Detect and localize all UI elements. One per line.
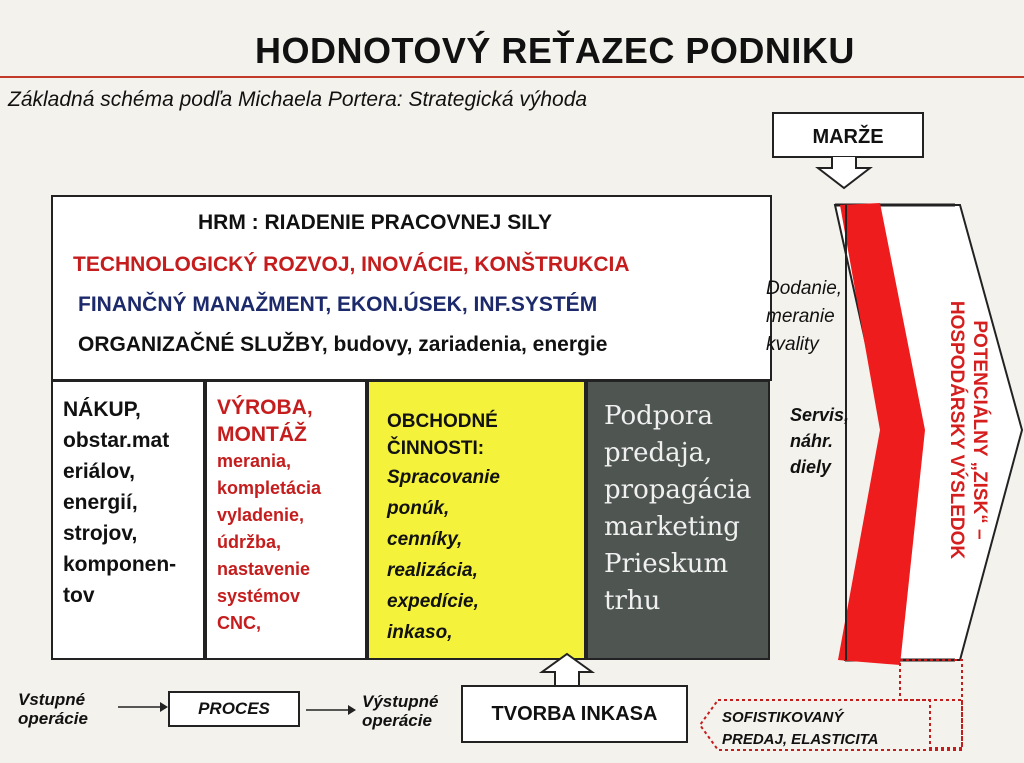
- delivery-line: Dodanie,: [766, 278, 843, 299]
- delivery-quality-text: [766, 275, 842, 359]
- output-line: operácie: [362, 711, 432, 730]
- service-text: [790, 402, 849, 480]
- production-line: vyladenie,: [217, 505, 305, 525]
- primary-marketing: [586, 380, 770, 660]
- output-line: Výstupné: [362, 692, 439, 711]
- service-line: Servis,: [790, 405, 850, 425]
- sophisticated-line: SOFISTIKOVANÝ: [722, 709, 844, 726]
- primary-purchasing: [51, 380, 205, 660]
- primary-sales: [367, 380, 586, 660]
- delivery-line: meranie: [766, 306, 835, 327]
- purchasing-line: energií,: [63, 491, 138, 514]
- sales-line: ponúk,: [387, 498, 450, 519]
- sophisticated-sales-text: [722, 707, 878, 751]
- page-title: HODNOTOVÝ REŤAZEC PODNIKU: [255, 30, 855, 71]
- purchasing-line: obstar.mat: [63, 429, 170, 452]
- primary-production: [205, 380, 367, 660]
- production-line: údržba,: [217, 532, 282, 552]
- purchasing-line: eriálov,: [63, 460, 135, 483]
- purchasing-line: strojov,: [63, 522, 138, 545]
- sales-line: expedície,: [387, 591, 479, 612]
- service-line: náhr.: [790, 431, 834, 451]
- purchasing-line: tov: [63, 584, 95, 607]
- collection-box: TVORBA INKASA: [461, 685, 688, 743]
- input-line: Vstupné: [18, 690, 86, 709]
- sales-heading: ČINNOSTI:: [387, 438, 485, 459]
- support-technology: TECHNOLOGICKÝ ROZVOJ, INOVÁCIE, KONŠTRUKCIA: [73, 253, 630, 276]
- marketing-line: propagácia: [604, 475, 752, 505]
- arrow-right-icon: [306, 703, 356, 717]
- profit-outcome-label: [945, 301, 991, 559]
- process-box: PROCES: [168, 691, 300, 727]
- output-operations: [362, 692, 439, 730]
- support-activities: [51, 195, 772, 381]
- up-arrow-icon: [532, 652, 602, 688]
- input-operations: [18, 690, 88, 728]
- sales-line: inkaso,: [387, 622, 453, 643]
- sales-line: cenníky,: [387, 529, 463, 550]
- marketing-line: Podpora: [604, 401, 713, 431]
- production-line: systémov: [217, 586, 301, 606]
- support-finance: FINANČNÝ MANAŽMENT, EKON.ÚSEK, INF.SYSTÉM: [78, 293, 598, 316]
- production-line: merania,: [217, 451, 292, 471]
- sales-line: realizácia,: [387, 560, 478, 581]
- sales-line: Spracovanie: [387, 467, 500, 488]
- purchasing-line: komponen-: [63, 553, 177, 576]
- arrow-right-icon: [118, 700, 168, 714]
- production-line: nastavenie: [217, 559, 311, 579]
- dotted-return-path: [900, 660, 962, 748]
- support-hrm: HRM : RIADENIE PRACOVNEJ SILY: [198, 211, 552, 234]
- page-subtitle: Základná schéma podľa Michaela Portera: Strategická výhoda: [8, 88, 588, 111]
- profit-line: POTENCIÁLNY „ZISK“ –: [969, 320, 990, 540]
- input-line: operácie: [18, 709, 88, 728]
- production-heading: VÝROBA,: [217, 396, 313, 419]
- support-organization: ORGANIZAČNÉ SLUŽBY, budovy, zariadenia, energie: [78, 333, 608, 356]
- marketing-line: Prieskum: [604, 549, 729, 579]
- delivery-line: kvality: [766, 334, 819, 355]
- production-heading: MONTÁŽ: [217, 423, 307, 446]
- purchasing-line: NÁKUP,: [63, 398, 141, 421]
- profit-line: HOSPODÁRSKY VÝSLEDOK: [946, 300, 967, 560]
- service-line: diely: [790, 457, 832, 477]
- sales-heading: OBCHODNÉ: [387, 411, 498, 432]
- marketing-line: marketing: [604, 512, 740, 542]
- margin-box: MARŽE: [772, 112, 924, 158]
- production-line: kompletácia: [217, 478, 322, 498]
- sophisticated-line: PREDAJ, ELASTICITA: [722, 731, 879, 748]
- production-line: CNC,: [217, 613, 261, 633]
- marketing-line: trhu: [604, 586, 661, 616]
- marketing-line: predaja,: [604, 438, 713, 468]
